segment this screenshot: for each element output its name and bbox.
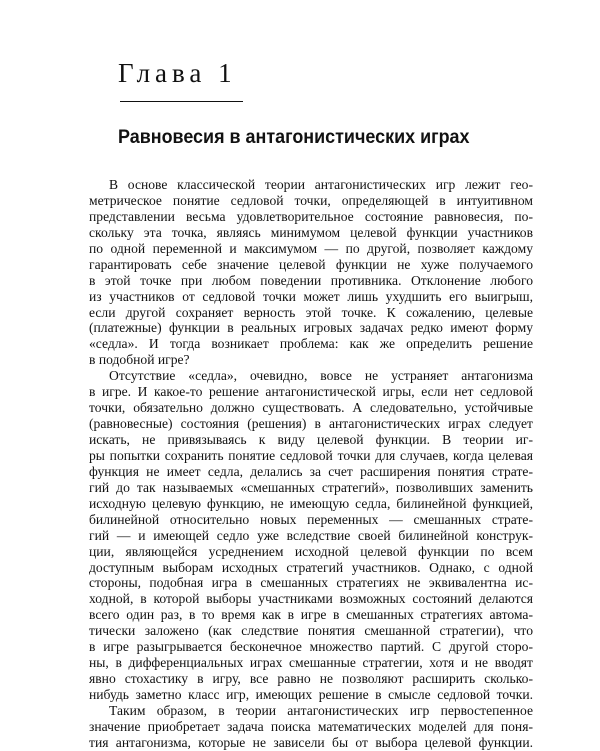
body-text <box>89 177 533 751</box>
text-line: представлении весьма удовлетворительное состояние равновесия, по- <box>89 208 533 224</box>
text-line: ны, в дифференциальных играх смешанные стратегии, хотя и не вводят <box>89 655 533 671</box>
text-line: по одной переменной и максимумом — по другой, позволяет каждому <box>89 240 533 256</box>
chapter-label: Глава 1 <box>118 58 237 88</box>
text-line: гий до так называемых «смешанных стратегий», позволивших заменить <box>89 479 533 495</box>
text-line: Таким образом, в теории антагонистических игр первостепенное <box>109 702 533 718</box>
text-line: В основе классической теории антагонистических игр лежит гео- <box>109 177 533 192</box>
paragraph-1 <box>89 177 533 368</box>
chapter-divider <box>120 101 243 102</box>
text-line: тически заложено (как следствие понятия смешанной стратегии), что <box>89 623 533 639</box>
text-line: ры попытки сохранить понятие седловой точки для случаев, когда целевая <box>89 447 533 463</box>
text-line: тия антагонизма, которые не зависели бы от выбора целевой функции. <box>89 734 533 750</box>
text-line: исходную целевую функцию, не имеющую седла, билинейной функцией, <box>89 495 533 511</box>
text-line: скольку эта точка, являясь минимумом целевой функции участников <box>89 224 533 240</box>
text-line: (платежные) функции в реальных игровых задачах редко имеют форму <box>89 320 533 336</box>
text-line: гий — и имеющей седло уже вследствие своей билинейной конструк- <box>89 527 533 543</box>
text-line: значение приобретает задача поиска математических моделей для поня- <box>89 718 533 734</box>
text-line: «седла». И тогда возникает проблема: как же определить решение <box>89 336 533 352</box>
paragraph-3 <box>89 703 533 751</box>
text-line: точки, обязательно должно существовать. А следовательно, устойчивые <box>89 400 533 416</box>
text-line: билинейной относительно новых переменных — смешанных страте- <box>89 511 533 527</box>
text-line: (равновесные) состояния (решения) в антагонистических играх следует <box>89 416 533 432</box>
text-line: в игре разыгрывается бесконечное множество партий. С другой сторо- <box>89 639 533 655</box>
text-line: из участников от седловой точки может лишь ухудшить его выигрыш, <box>89 288 533 304</box>
text-line: всего один раз, в то время как в игре в смешанных стратегиях автома- <box>89 607 533 623</box>
text-line: гарантировать себе значение целевой функции не хуже получаемого <box>89 256 533 272</box>
text-line: доступным выборам исходных стратегий участников. Однако, с одной <box>89 559 533 575</box>
text-line: функция не имеет седла, делались за счет расширения понятия страте- <box>89 463 533 479</box>
text-line: искать, не привязываясь к виду целевой функции. В теории иг- <box>89 432 533 447</box>
text-line: стороны, подобная игра в смешанных стратегиях не эквивалентна ис- <box>89 575 533 591</box>
text-line: явно стохастику в игру, все равно не позволяют расширить сколько- <box>89 671 533 687</box>
chapter-title: Равновесия в антагонистических играх <box>118 126 470 148</box>
text-line: в подобной игре? <box>89 352 190 368</box>
text-line: ции, являющейся усреднением исходной целевой функции по всем <box>89 543 533 559</box>
text-line: ходной, в которой выборы участниками возможных состояний делаются <box>89 591 533 607</box>
text-line: нибудь заметно класс игр, имеющих решение в смысле седловой точки. <box>89 687 533 702</box>
text-line: если другой сохраняет верность этой точке. К сожалению, целевые <box>89 304 533 320</box>
text-line: Отсутствие «седла», очевидно, вовсе не устраняет антагонизма <box>109 368 533 384</box>
text-line: метрическое понятие седловой точки, определяющей в интуитивном <box>89 192 533 208</box>
text-line: в игре. И какое-то решение антагонистической игры, если нет седловой <box>89 384 533 400</box>
text-line: в этой точке при любом поведении противника. Отклонение любого <box>89 272 533 288</box>
paragraph-2 <box>89 368 533 703</box>
